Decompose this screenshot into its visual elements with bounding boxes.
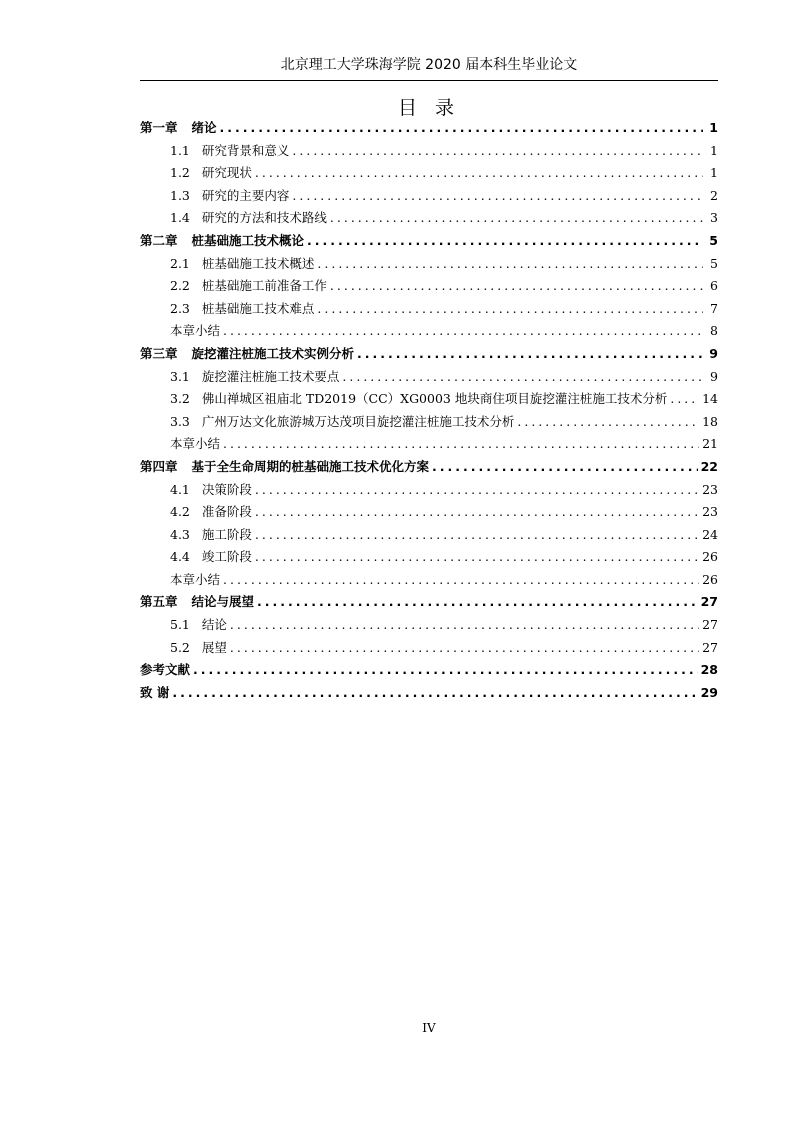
toc-entry-title: 桩基础施工技术难点	[201, 300, 315, 316]
toc-entry-number: 第一章	[140, 120, 178, 135]
toc-title: 目 录	[397, 97, 461, 119]
toc-dot-leader	[432, 456, 698, 479]
toc-entry-page: 26	[702, 571, 718, 587]
toc-section-entry[interactable]	[140, 637, 718, 660]
toc-dot-leader	[223, 569, 699, 592]
toc-entry-title: 施工阶段	[201, 526, 252, 542]
toc-entry-title: 竣工阶段	[201, 549, 252, 565]
toc-entry-page: 6	[710, 278, 718, 294]
toc-entry-page: 2	[710, 187, 718, 203]
toc-section-entry[interactable]	[140, 614, 718, 637]
toc-entry-number: 第三章	[140, 345, 178, 361]
toc-entry-number: 4.3	[170, 526, 190, 542]
toc-entry-number: 1.1	[170, 142, 190, 158]
toc-entry-page: 27	[700, 594, 718, 610]
toc-entry-page: 27	[702, 617, 718, 633]
toc-section-entry[interactable]	[140, 433, 718, 456]
toc-chapter-entry[interactable]	[140, 343, 718, 366]
toc-entry-title: 旋挖灌注桩施工技术实例分析	[191, 345, 355, 361]
toc-dot-leader	[220, 117, 703, 140]
toc-entry-page: 1	[709, 120, 718, 135]
toc-chapter-entry[interactable]	[140, 117, 718, 140]
toc-section-entry[interactable]	[140, 298, 718, 321]
toc-entry-title: 致 谢	[140, 684, 170, 700]
toc-entry-title: 桩基础施工前准备工作	[201, 278, 327, 294]
toc-entry-number: 5.1	[170, 617, 190, 633]
toc-dot-leader	[357, 343, 703, 366]
toc-entry-title: 研究背景和意义	[201, 142, 290, 158]
toc-entry-number: 2.1	[170, 255, 190, 271]
page-number: IV	[422, 1021, 436, 1035]
toc-entry-number: 4.1	[170, 481, 190, 497]
table-of-contents	[140, 117, 718, 704]
toc-entry-title: 研究的主要内容	[201, 187, 290, 203]
toc-entry-title: 研究的方法和技术路线	[201, 210, 327, 226]
toc-dot-leader	[292, 140, 703, 163]
toc-entry-page: 28	[700, 662, 718, 678]
toc-dot-leader	[255, 162, 703, 185]
toc-entry-number: 第二章	[140, 232, 178, 248]
toc-entry-number: 第四章	[140, 458, 178, 474]
toc-entry-title: 佛山禅城区祖庙北 TD2019（CC）XG0003 地块商住项目旋挖灌注桩施工技术分析	[201, 391, 668, 407]
toc-dot-leader	[517, 411, 699, 434]
toc-entry-page: 1	[710, 165, 718, 181]
toc-entry-title: 桩基础施工技术概述	[201, 255, 315, 271]
toc-entry-page: 1	[710, 142, 718, 158]
toc-entry-title: 旋挖灌注桩施工技术要点	[201, 368, 340, 384]
toc-entry-title: 结论与展望	[191, 594, 255, 610]
toc-entry-number: 3.1	[170, 368, 190, 384]
toc-entry-number: 4.2	[170, 504, 190, 520]
toc-entry-page: 9	[710, 368, 718, 384]
toc-dot-leader	[330, 207, 703, 230]
toc-dot-leader	[342, 366, 703, 389]
toc-section-entry[interactable]	[140, 207, 718, 230]
toc-entry-title: 本章小结	[170, 323, 221, 339]
toc-dot-leader	[255, 546, 699, 569]
toc-entry-page: 3	[710, 210, 718, 226]
toc-entry-page: 21	[702, 436, 718, 452]
toc-section-entry[interactable]	[140, 185, 718, 208]
toc-section-entry[interactable]	[140, 501, 718, 524]
toc-chapter-entry[interactable]	[140, 591, 718, 614]
toc-dot-leader	[172, 682, 697, 705]
toc-section-entry[interactable]	[140, 569, 718, 592]
toc-entry-title: 绪论	[191, 120, 217, 135]
toc-entry-title: 展望	[201, 639, 227, 655]
toc-section-entry[interactable]	[140, 320, 718, 343]
toc-entry-title: 本章小结	[170, 571, 221, 587]
toc-dot-leader	[255, 479, 699, 502]
toc-section-entry[interactable]	[140, 162, 718, 185]
toc-chapter-entry[interactable]	[140, 682, 718, 705]
toc-dot-leader	[223, 320, 703, 343]
toc-entry-title: 广州万达文化旅游城万达茂项目旋挖灌注桩施工技术分析	[201, 413, 515, 429]
toc-entry-page: 24	[702, 526, 718, 542]
toc-dot-leader	[317, 298, 703, 321]
toc-section-entry[interactable]	[140, 479, 718, 502]
toc-entry-title: 决策阶段	[201, 481, 252, 497]
toc-entry-number: 1.4	[170, 210, 190, 226]
toc-entry-number: 3.3	[170, 413, 190, 429]
toc-dot-leader	[255, 524, 699, 547]
toc-entry-page: 22	[700, 458, 718, 474]
toc-section-entry[interactable]	[140, 366, 718, 389]
toc-entry-number: 1.2	[170, 165, 190, 181]
toc-dot-leader	[307, 230, 703, 253]
toc-entry-page: 7	[710, 300, 718, 316]
toc-entry-page: 26	[702, 549, 718, 565]
toc-entry-title: 准备阶段	[201, 504, 252, 520]
toc-dot-leader	[257, 591, 698, 614]
toc-entry-page: 14	[702, 391, 718, 407]
toc-chapter-entry[interactable]	[140, 230, 718, 253]
toc-entry-page: 27	[702, 639, 718, 655]
toc-dot-leader	[230, 637, 699, 660]
toc-entry-page: 5	[709, 232, 718, 248]
toc-chapter-entry[interactable]	[140, 456, 718, 479]
toc-entry-title: 研究现状	[201, 165, 252, 181]
toc-entry-page: 29	[700, 684, 718, 700]
toc-entry-title: 参考文献	[140, 662, 191, 678]
toc-entry-number: 2.3	[170, 300, 190, 316]
toc-entry-page: 23	[702, 504, 718, 520]
toc-dot-leader	[255, 501, 699, 524]
toc-entry-page: 23	[702, 481, 718, 497]
toc-entry-title: 结论	[201, 617, 227, 633]
toc-entry-number: 3.2	[170, 391, 190, 407]
toc-dot-leader	[193, 659, 698, 682]
header-divider	[140, 80, 718, 81]
toc-entry-title: 桩基础施工技术概论	[191, 232, 305, 248]
toc-entry-number: 第五章	[140, 594, 178, 610]
toc-entry-page: 8	[710, 323, 718, 339]
toc-section-entry[interactable]	[140, 140, 718, 163]
toc-entry-number: 1.3	[170, 187, 190, 203]
toc-entry-title: 本章小结	[170, 436, 221, 452]
toc-section-entry[interactable]	[140, 253, 718, 276]
toc-entry-number: 4.4	[170, 549, 190, 565]
toc-section-entry[interactable]	[140, 411, 718, 434]
toc-entry-number: 2.2	[170, 278, 190, 294]
running-header: 北京理工大学珠海学院 2020 届本科生毕业论文	[280, 57, 578, 73]
toc-section-entry[interactable]	[140, 546, 718, 569]
toc-section-entry[interactable]	[140, 524, 718, 547]
toc-dot-leader	[230, 614, 699, 637]
toc-dot-leader	[330, 275, 703, 298]
toc-chapter-entry[interactable]	[140, 659, 718, 682]
toc-entry-page: 9	[709, 345, 718, 361]
toc-dot-leader	[223, 433, 699, 456]
toc-dot-leader	[292, 185, 703, 208]
toc-entry-page: 5	[710, 255, 718, 271]
toc-dot-leader	[317, 253, 703, 276]
toc-section-entry[interactable]	[140, 388, 718, 411]
toc-entry-page: 18	[702, 413, 718, 429]
toc-dot-leader	[670, 388, 699, 411]
toc-entry-number: 5.2	[170, 639, 190, 655]
toc-entry-title: 基于全生命周期的桩基础施工技术优化方案	[191, 458, 430, 474]
toc-section-entry[interactable]	[140, 275, 718, 298]
